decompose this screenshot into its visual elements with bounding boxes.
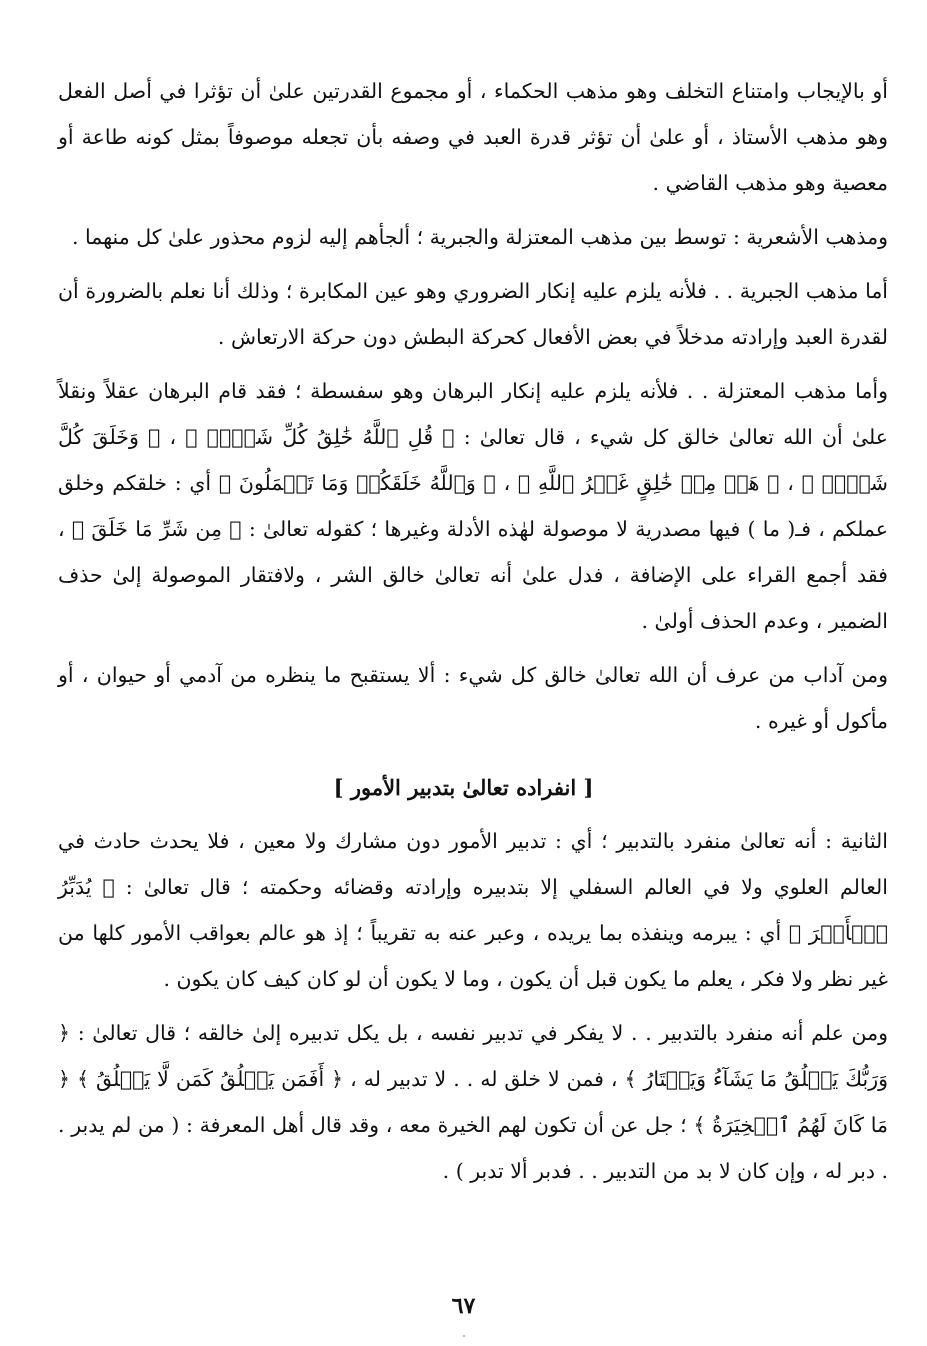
paragraph-2: ومذهب الأشعرية : توسط بين مذهب المعتزلة والجبرية ؛ ألجأهم إليه لزوم محذور علىٰ كل منهما . [71,225,888,249]
paragraph-6: الثانية : أنه تعالىٰ منفرد بالتدبير ؛ أي : تدبير الأمور دون مشارك ولا معين ، فلا يحدث حادث في العالم العلوي ولا في العالم السفلي إلا بتدبيره وإرادته وقضائه وحكمته ؛ قال تعالىٰ : ﴿ يُدَبِّرُ ٱلۡأَمۡرَ ﴾ أي : يبرمه وينفذه بما يريده ، وعبر عنه به تقريباً ؛ إذ هو عالم بعواقب الأمور كلها من غير نظر ولا فكر ، يعلم ما يكون قبل أن يكون ، وما لا يكون أن لو كان كيف كان يكون . [58,829,888,991]
paragraph-5: ومن آداب من عرف أن الله تعالىٰ خالق كل شيء : ألا يستقبح ما ينظره من آدمي أو حيوان ، أو مأكول أو غيره . [58,663,888,733]
paragraph-1: أو بالإيجاب وامتناع التخلف وهو مذهب الحكماء ، أو مجموع القدرتين علىٰ أن تؤثرا في أصل الفعل وهو مذهب الأستاذ ، أو علىٰ أن تؤثر قدرة العبد في وصفه بأن تجعله موصوفاً بمثل كونه طاعة أو معصية وهو مذهب القاضي . [58,79,888,195]
paragraph-3: أما مذهب الجبرية . . فلأنه يلزم عليه إنكار الضروري وهو عين المكابرة ؛ وذلك أنا نعلم بالضرورة أن لقدرة العبد وإرادته مدخلاً في بعض الأفعال كحركة البطش دون حركة الارتعاش . [58,279,888,349]
paragraph-7: ومن علم أنه منفرد بالتدبير . . لا يفكر في تدبير نفسه ، بل يكل تدبيره إلىٰ خالقه ؛ قال تعالىٰ : ﴿ وَرَبُّكَ يَخۡلُقُ مَا يَشَآءُ وَيَخۡتَارُ ﴾ ، فمن لا خلق له . . لا تدبير له ، ﴿ أَفَمَن يَخۡلُقُ كَمَن لَّا يَخۡلُقُ ﴾ ﴿ مَا كَانَ لَهُمُ ٱلۡخِيَرَةُ ﴾ ؛ جل عن أن تكون لهم الخيرة معه ، وقد قال أهل المعرفة : ( من لم يدبر . . دبر له ، وإن كان لا بد من التدبير . . فدبر ألا تدبر ) . [58,1021,888,1183]
paragraph-4: وأما مذهب المعتزلة . . فلأنه يلزم عليه إنكار البرهان وهو سفسطة ؛ فقد قام البرهان عقلاً ونقلاً علىٰ أن الله تعالىٰ خالق كل شيء ، قال تعالىٰ : ﴿ قُلِ ٱللَّهُ خَٰلِقُ كُلِّ شَيۡءٖ ﴾ ، ﴿ وَخَلَقَ كُلَّ شَيۡءٖ ﴾ ، ﴿ هَلۡ مِنۡ خَٰلِقٍ غَيۡرُ ٱللَّهِ ﴾ ، ﴿ وَٱللَّهُ خَلَقَكُمۡ وَمَا تَعۡمَلُونَ ﴾ أي : خلقكم وخلق عملكم ، فـ( ما ) فيها مصدرية لا موصولة لهٰذه الأدلة وغيرها ؛ كقوله تعالىٰ : ﴿ مِن شَرِّ مَا خَلَقَ ﴾ ، فقد أجمع القراء على الإضافة ، فدل علىٰ أنه تعالىٰ خالق الشر ، ولافتقار الموصولة إلىٰ حذف الضمير ، وعدم الحذف أولىٰ . [58,379,888,633]
page-number: ٦٧ [451,1293,476,1319]
section-heading: [ انفراده تعالىٰ بتدبير الأمور ] [333,775,594,800]
section-one-body [58,68,888,744]
scan-dot [463,1335,465,1337]
section-two-body [58,818,888,1194]
